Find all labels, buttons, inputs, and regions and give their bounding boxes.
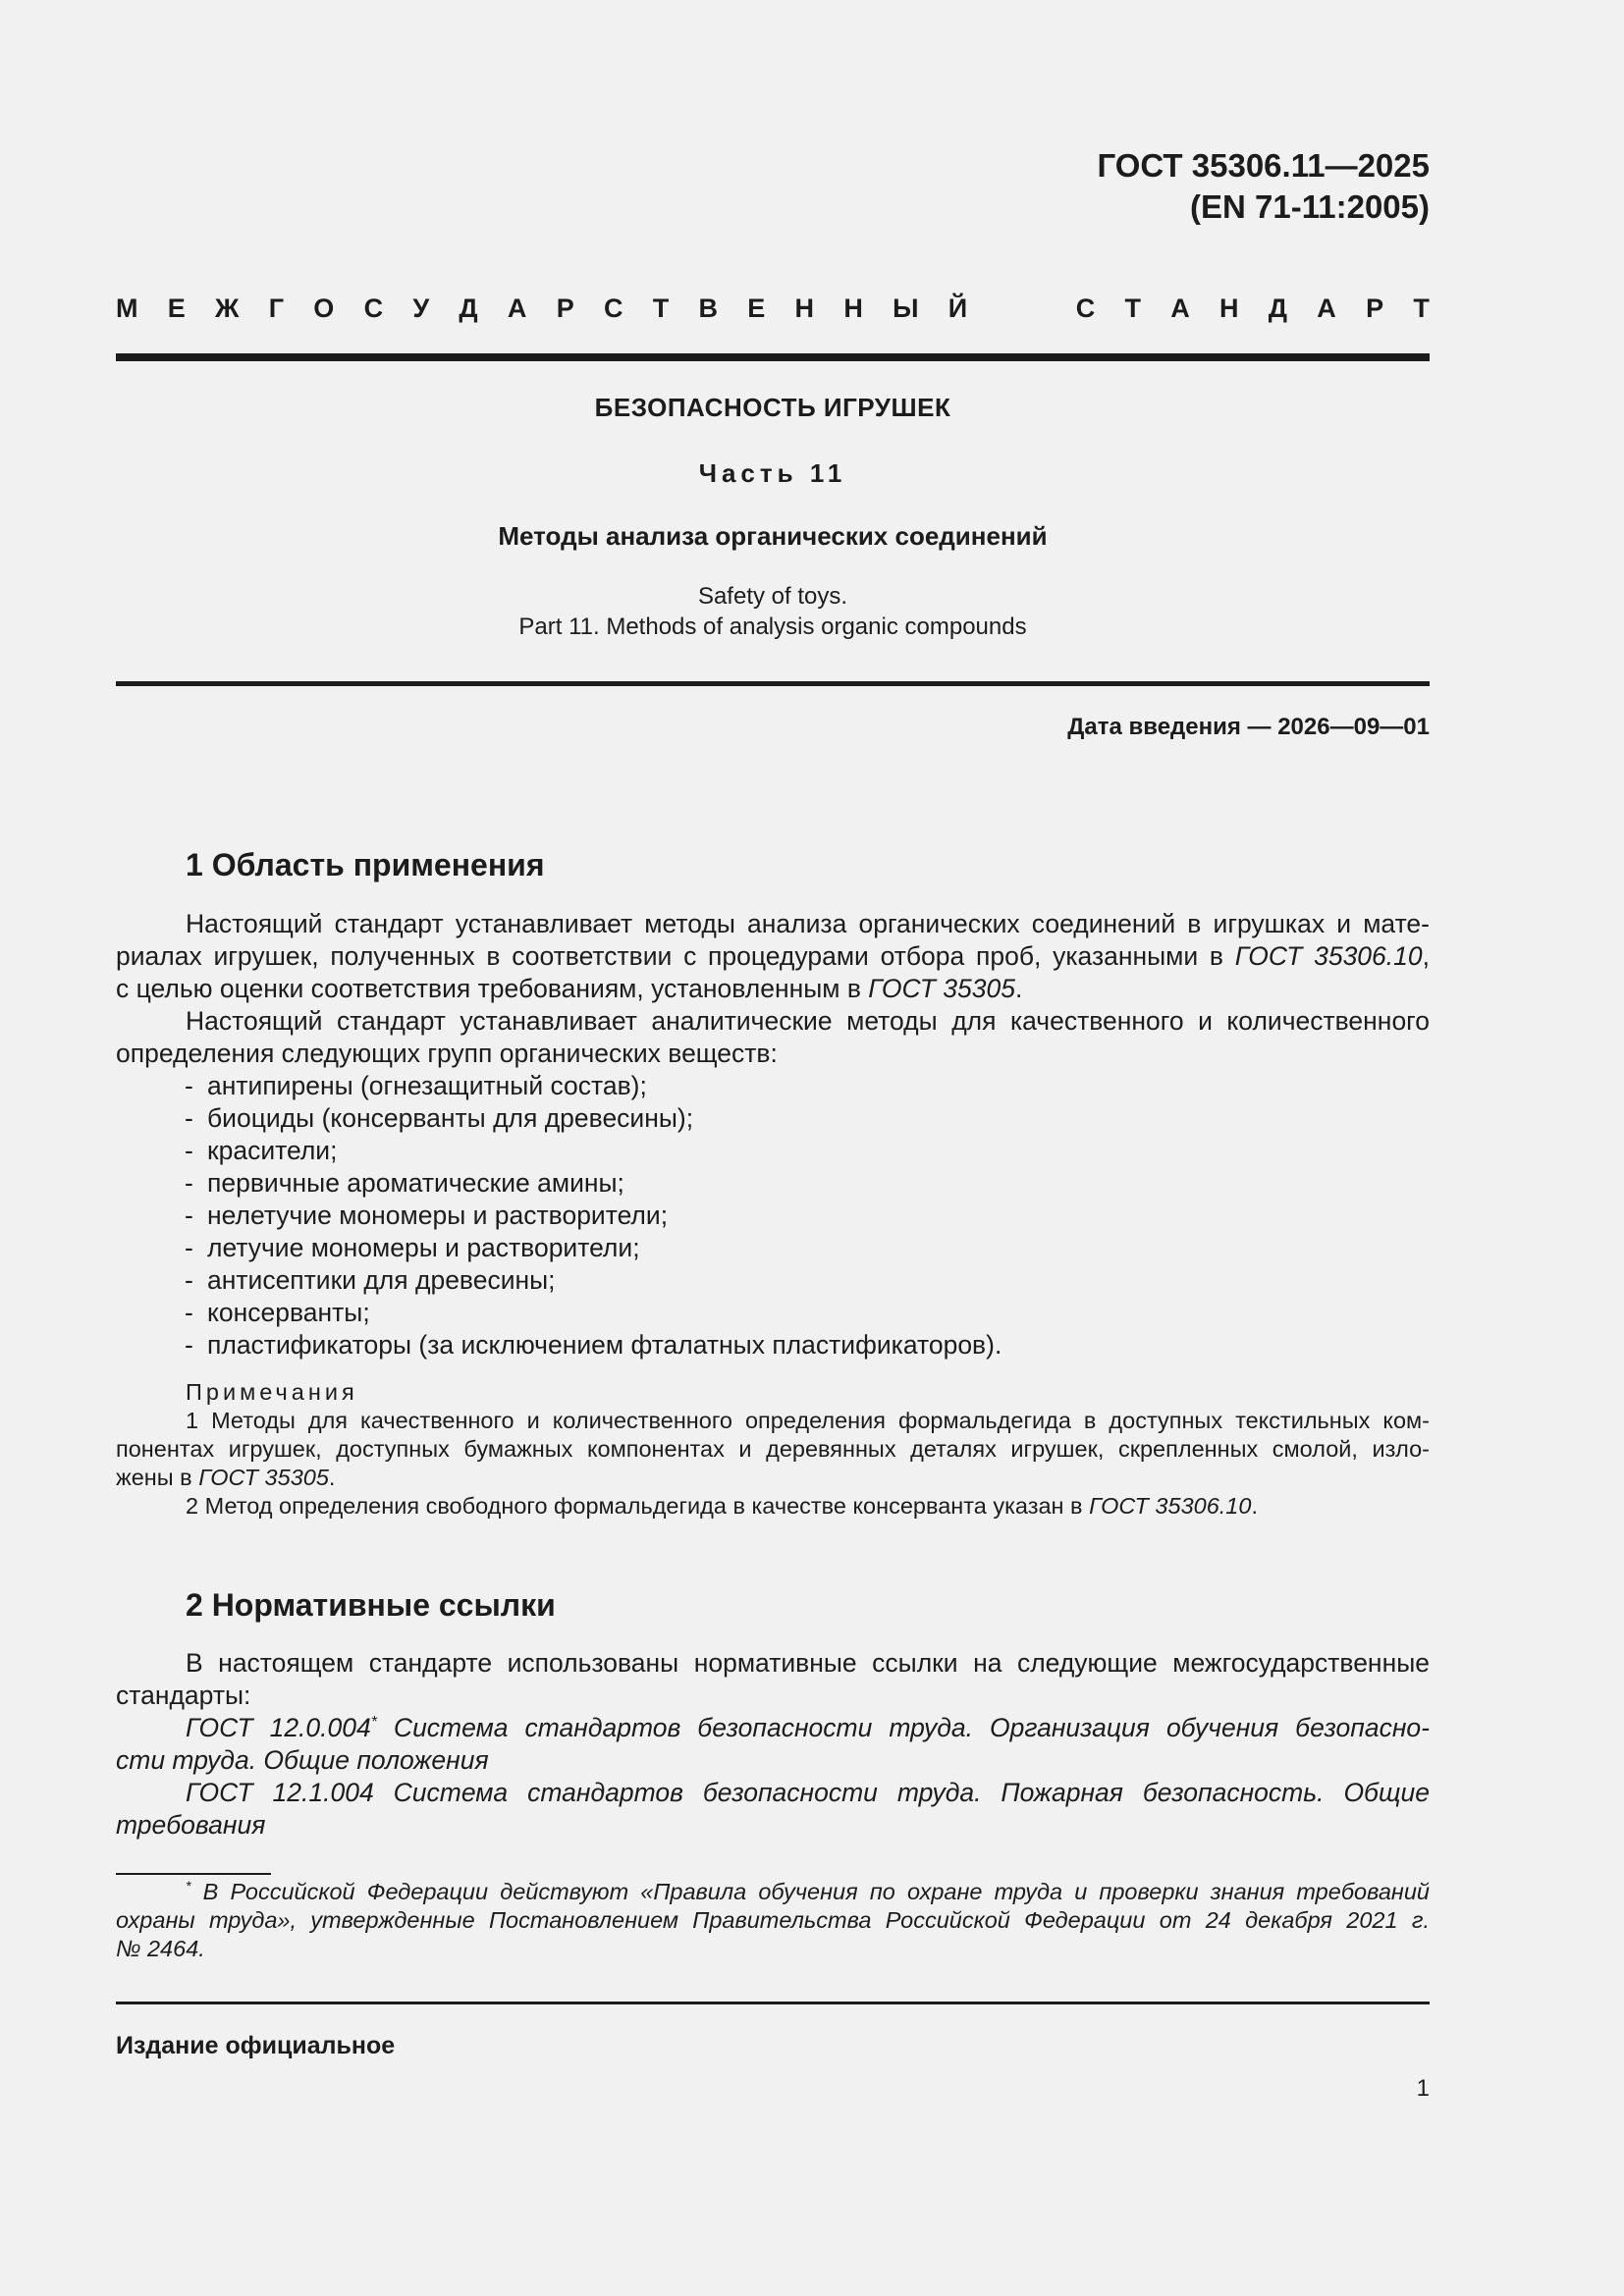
bottom-rule bbox=[116, 2002, 1430, 2004]
list-dash: - bbox=[185, 1103, 193, 1133]
list-dash: - bbox=[185, 1136, 193, 1165]
title-bottom-rule bbox=[116, 681, 1430, 686]
footnote-mark: * bbox=[370, 1714, 377, 1732]
footnote bbox=[116, 1878, 1430, 1963]
list-dash: - bbox=[185, 1298, 193, 1327]
banner-letter: М bbox=[116, 294, 138, 323]
banner-letter: С bbox=[363, 294, 384, 323]
reference-line: сти труда. Общие положения bbox=[116, 1745, 489, 1775]
footnote-text: В Российской Федерации действуют «Правила обучения по охране труда и проверки знания требований bbox=[190, 1879, 1430, 1904]
list-item bbox=[116, 1329, 1430, 1362]
banner-letter: Р bbox=[556, 294, 574, 323]
banner-letter: Д bbox=[1268, 294, 1288, 323]
gost-number: ГОСТ 35306.11—2025 bbox=[1097, 147, 1430, 184]
paragraph-line: Настоящий стандарт устанавливает методы анализа органических соединений в игрушках и мате- bbox=[186, 909, 1430, 938]
text: жены в bbox=[116, 1465, 199, 1490]
paragraph-line: Настоящий стандарт устанавливает аналитические методы для качественного и количественного bbox=[186, 1006, 1430, 1036]
paragraph-line: стандарты: bbox=[116, 1681, 251, 1710]
list-dash: - bbox=[185, 1071, 193, 1100]
standard-reference: ГОСТ 35306.10 bbox=[1234, 941, 1423, 971]
top-rule bbox=[116, 353, 1430, 361]
list-dash: - bbox=[185, 1168, 193, 1198]
document-number bbox=[1097, 145, 1430, 228]
paragraph-line bbox=[116, 940, 1430, 973]
footnote-mark: * bbox=[186, 1878, 191, 1895]
section-1-body bbox=[116, 908, 1430, 1362]
banner-letter: Г bbox=[268, 294, 285, 323]
standard-reference: ГОСТ 35305 bbox=[868, 974, 1015, 1003]
banner-letter: Е bbox=[747, 294, 766, 323]
banner-letter: Т bbox=[1124, 294, 1141, 323]
part-number: Часть 11 bbox=[698, 458, 847, 488]
text: , bbox=[1422, 941, 1431, 971]
standard-reference: ГОСТ 35306.10 bbox=[1089, 1493, 1252, 1519]
paragraph-line: В настоящем стандарте использованы нормативные ссылки на следующие межгосударственные bbox=[186, 1648, 1430, 1678]
note-line bbox=[116, 1464, 1430, 1492]
text: . bbox=[1014, 974, 1023, 1003]
banner-letter: Ж bbox=[215, 294, 240, 323]
footnote-line: охраны труда», утвержденные Постановлением Правительства Российской Федерации от 24 декабря 2021 г. bbox=[116, 1907, 1430, 1933]
list-item-text: летучие мономеры и растворители; bbox=[207, 1233, 640, 1262]
reference-code: ГОСТ 12.0.004 bbox=[186, 1713, 371, 1742]
reference-line: требования bbox=[116, 1810, 266, 1840]
list-item-text: биоциды (консерванты для древесины); bbox=[207, 1103, 694, 1133]
section-2-body bbox=[116, 1647, 1430, 1712]
reference-title: Система стандартов безопасности труда. Организация обучения безопасно- bbox=[376, 1713, 1430, 1742]
list-item bbox=[116, 1232, 1430, 1264]
note-line: 1 Методы для качественного и количественного определения формальдегида в доступных текстильных ком- bbox=[186, 1408, 1430, 1433]
introduction-date: Дата введения — 2026—09—01 bbox=[1067, 714, 1430, 740]
english-title bbox=[116, 581, 1430, 642]
english-title-line: Part 11. Methods of analysis organic compounds bbox=[518, 614, 1027, 640]
banner-word-gap bbox=[997, 293, 1046, 324]
list-item-text: консерванты; bbox=[207, 1298, 370, 1327]
normative-references bbox=[116, 1712, 1430, 1842]
list-item-text: первичные ароматические амины; bbox=[207, 1168, 624, 1198]
banner-letter: Т bbox=[652, 294, 670, 323]
list-item bbox=[116, 1070, 1430, 1102]
substance-list bbox=[116, 1070, 1430, 1362]
banner-letter: Н bbox=[1219, 294, 1239, 323]
list-item bbox=[116, 1297, 1430, 1329]
footnote-separator bbox=[116, 1873, 271, 1875]
banner-letter: А bbox=[507, 294, 527, 323]
en-number: (EN 71-11:2005) bbox=[1190, 188, 1430, 225]
banner-letter: Н bbox=[794, 294, 815, 323]
list-item-text: антисептики для древесины; bbox=[207, 1265, 556, 1295]
list-item bbox=[116, 1102, 1430, 1135]
note-line: понентах игрушек, доступных бумажных компонентах и деревянных деталях игрушек, скрепленных смолой, изло- bbox=[116, 1436, 1430, 1462]
paragraph-line bbox=[116, 973, 1430, 1005]
reference-line bbox=[116, 1712, 1430, 1744]
list-dash: - bbox=[185, 1201, 193, 1230]
list-dash: - bbox=[185, 1233, 193, 1262]
notes-block bbox=[116, 1378, 1430, 1521]
list-item bbox=[116, 1264, 1430, 1297]
banner-letter: А bbox=[1170, 294, 1190, 323]
section-heading: 1 Область применения bbox=[186, 847, 545, 882]
note-line bbox=[116, 1492, 1430, 1521]
standard-subtitle: Методы анализа органических соединений bbox=[498, 521, 1048, 551]
english-title-line: Safety of toys. bbox=[697, 583, 848, 610]
notes-heading: Примечания bbox=[186, 1379, 358, 1405]
section-heading: 2 Нормативные ссылки bbox=[186, 1587, 556, 1623]
footnote-line bbox=[116, 1878, 1430, 1906]
text: . bbox=[328, 1465, 336, 1490]
standard-reference: ГОСТ 35305 bbox=[198, 1465, 329, 1490]
list-item bbox=[116, 1167, 1430, 1200]
banner-letter: А bbox=[1317, 294, 1336, 323]
list-dash: - bbox=[185, 1265, 193, 1295]
text: . bbox=[1251, 1493, 1258, 1519]
list-dash: - bbox=[185, 1330, 193, 1360]
official-edition-label: Издание официальное bbox=[116, 2032, 396, 2059]
footnote-line: № 2464. bbox=[116, 1936, 205, 1961]
list-item-text: красители; bbox=[207, 1136, 338, 1165]
banner-letter: Д bbox=[459, 294, 478, 323]
list-item-text: антипирены (огнезащитный состав); bbox=[207, 1071, 647, 1100]
reference-line: ГОСТ 12.1.004 Система стандартов безопасности труда. Пожарная безопасность. Общие bbox=[186, 1778, 1430, 1807]
banner-letter: Р bbox=[1366, 294, 1384, 323]
list-item bbox=[116, 1200, 1430, 1232]
text: риалах игрушек, полученных в соответствии с процедурами отбора проб, указанными в bbox=[116, 941, 1235, 971]
list-item bbox=[116, 1135, 1430, 1167]
list-item-text: пластификаторы (за исключением фталатных пластификаторов). bbox=[207, 1330, 1002, 1360]
list-item-text: нелетучие мономеры и растворители; bbox=[207, 1201, 669, 1230]
text: 2 Метод определения свободного формальдегида в качестве консерванта указан в bbox=[186, 1493, 1090, 1519]
banner-letter: С bbox=[603, 294, 623, 323]
banner-letter: Н bbox=[843, 294, 863, 323]
banner-letter: Ы bbox=[893, 294, 919, 323]
banner-letter: В bbox=[698, 294, 718, 323]
interstate-standard-banner bbox=[116, 293, 1430, 324]
banner-letter: С bbox=[1075, 294, 1096, 323]
standard-title: БЕЗОПАСНОСТЬ ИГРУШЕК bbox=[594, 393, 951, 422]
banner-letter: О bbox=[313, 294, 335, 323]
paragraph-line: определения следующих групп органических веществ: bbox=[116, 1039, 778, 1068]
banner-letter: У bbox=[412, 294, 430, 323]
banner-letter: Т bbox=[1413, 294, 1430, 323]
banner-letter: Й bbox=[947, 294, 968, 323]
text: с целью оценки соответствия требованиям, установленным в bbox=[116, 974, 869, 1003]
page-number: 1 bbox=[1416, 2075, 1430, 2102]
banner-letter: Е bbox=[167, 294, 186, 323]
